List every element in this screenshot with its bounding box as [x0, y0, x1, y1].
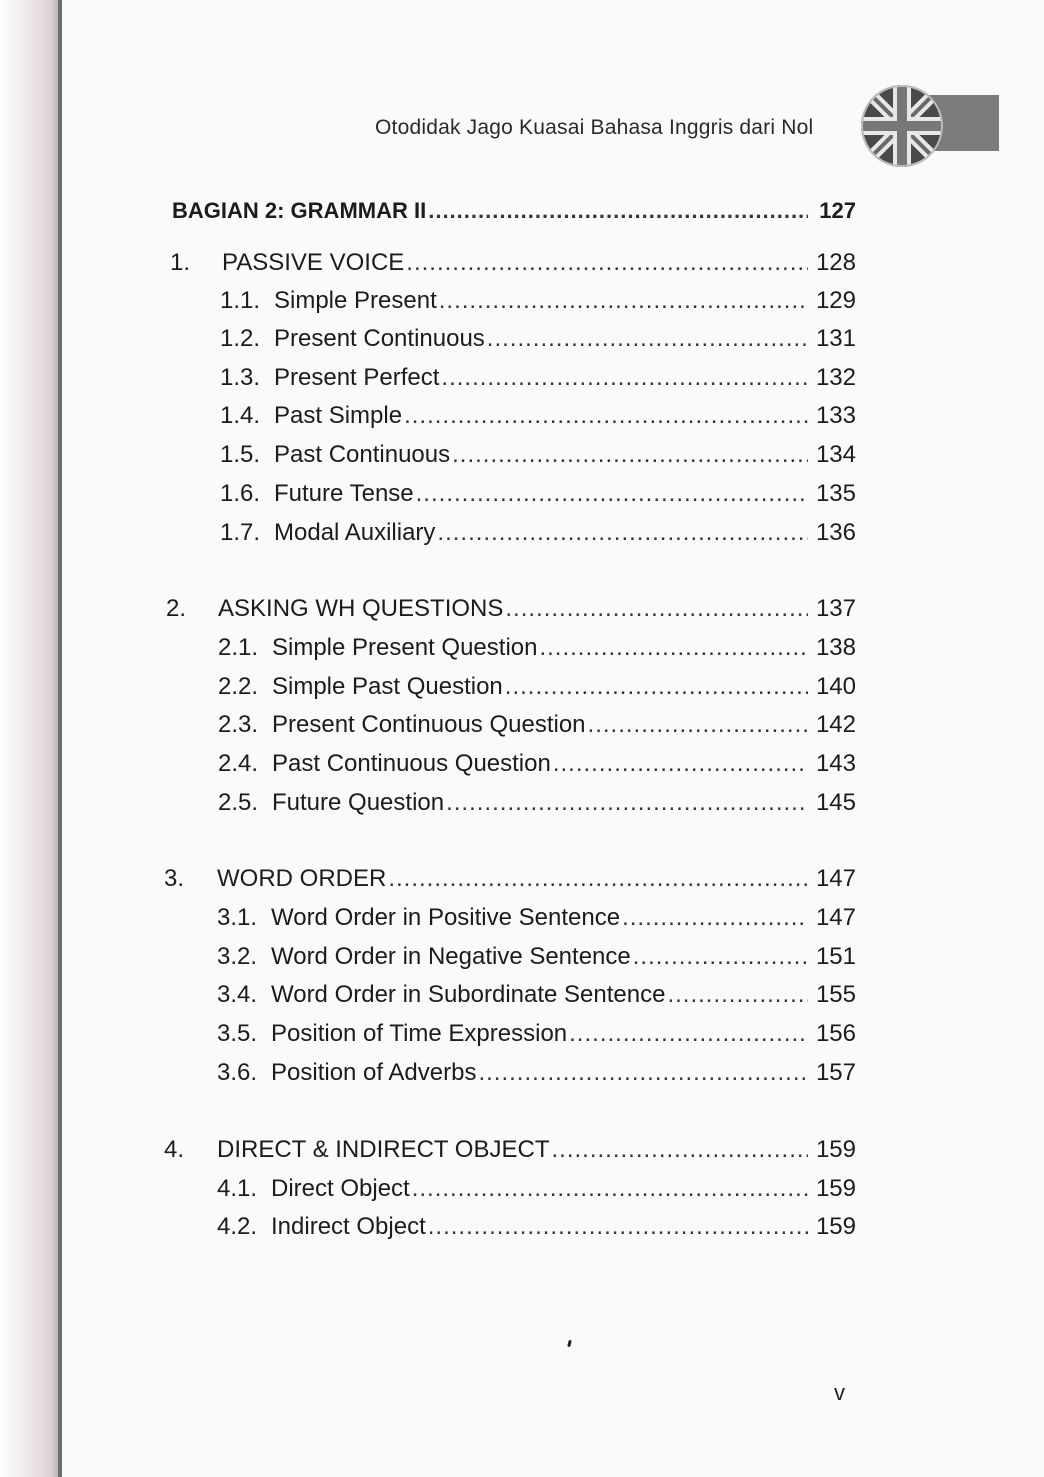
item-page: 145	[815, 789, 856, 816]
chapter-title: DIRECT & INDIRECT OBJECT	[217, 1136, 550, 1163]
item-number: 3.4.	[217, 981, 258, 1008]
toc-item[interactable]	[220, 518, 856, 548]
chapter-number: 1.	[170, 249, 191, 276]
item-number: 1.1.	[220, 287, 261, 314]
item-number: 2.1.	[218, 634, 259, 661]
item-number: 1.2.	[220, 325, 261, 352]
dot-leader	[416, 479, 808, 509]
item-page: 157	[815, 1059, 856, 1086]
item-number: 3.6.	[217, 1059, 258, 1086]
item-title: Present Perfect	[274, 364, 440, 391]
item-number: 4.2.	[217, 1213, 258, 1240]
item-page: 147	[815, 904, 856, 931]
item-title: Present Continuous	[274, 325, 485, 352]
item-title: Past Continuous Question	[272, 750, 551, 777]
toc-item[interactable]	[220, 479, 856, 509]
toc-item[interactable]	[220, 363, 856, 393]
chapter-page: 128	[815, 249, 856, 276]
item-number: 1.4.	[220, 402, 261, 429]
toc-item[interactable]	[218, 710, 856, 740]
toc-chapter-1[interactable]	[170, 248, 856, 278]
dot-leader	[505, 672, 808, 702]
item-title: Future Tense	[274, 480, 414, 507]
dot-leader	[478, 1058, 808, 1088]
chapter-title: WORD ORDER	[217, 865, 387, 892]
book-spine-shadow	[0, 0, 62, 1477]
chapter-number: 4.	[164, 1136, 185, 1163]
item-title: Past Simple	[274, 402, 403, 429]
item-number: 2.4.	[218, 750, 259, 777]
dot-leader	[428, 196, 808, 226]
toc-chapter-4[interactable]	[164, 1135, 856, 1165]
toc-item[interactable]	[218, 788, 856, 818]
chapter-title: PASSIVE VOICE	[222, 249, 405, 276]
item-number: 4.1.	[217, 1175, 258, 1202]
item-number: 2.5.	[218, 789, 259, 816]
dot-leader	[452, 440, 808, 470]
dot-leader	[406, 248, 808, 278]
item-number: 1.6.	[220, 480, 261, 507]
dot-leader	[487, 324, 808, 354]
toc-item[interactable]	[218, 672, 856, 702]
toc-item[interactable]	[220, 440, 856, 470]
toc-item[interactable]	[220, 401, 856, 431]
dot-leader	[404, 401, 808, 431]
item-title: Modal Auxiliary	[274, 519, 436, 546]
toc-item[interactable]	[217, 903, 856, 933]
item-number: 1.3.	[220, 364, 261, 391]
item-title: Simple Present	[274, 287, 437, 314]
item-page: 159	[815, 1213, 856, 1240]
toc-chapter-3[interactable]	[164, 864, 856, 894]
item-page: 151	[815, 943, 856, 970]
part-label: BAGIAN 2: GRAMMAR II	[172, 198, 427, 223]
item-page: 129	[815, 287, 856, 314]
item-page: 140	[815, 673, 856, 700]
item-number: 1.7.	[220, 519, 261, 546]
item-title: Simple Past Question	[272, 673, 503, 700]
item-number: 3.2.	[217, 943, 258, 970]
toc-item[interactable]	[218, 633, 856, 663]
item-title: Position of Time Expression	[271, 1020, 568, 1047]
dot-leader	[551, 1135, 808, 1165]
toc-item[interactable]	[220, 286, 856, 316]
toc-item[interactable]	[217, 1019, 856, 1049]
toc-item[interactable]	[217, 980, 856, 1010]
toc-item[interactable]	[217, 1058, 856, 1088]
item-number: 3.5.	[217, 1020, 258, 1047]
dot-leader	[553, 749, 808, 779]
dot-leader	[539, 633, 808, 663]
part-page: 127	[819, 198, 856, 223]
dot-leader	[388, 864, 808, 894]
item-title: Word Order in Subordinate Sentence	[271, 981, 666, 1008]
item-number: 2.3.	[218, 711, 259, 738]
item-title: Position of Adverbs	[271, 1059, 477, 1086]
item-page: 142	[815, 711, 856, 738]
chapter-number: 3.	[164, 865, 185, 892]
item-page: 143	[815, 750, 856, 777]
toc-item[interactable]	[218, 749, 856, 779]
union-jack-flag-icon	[860, 84, 944, 168]
item-number: 3.1.	[217, 904, 258, 931]
item-page: 155	[815, 981, 856, 1008]
item-page: 159	[815, 1175, 856, 1202]
item-title: Past Continuous	[274, 441, 451, 468]
item-page: 131	[815, 325, 856, 352]
toc-item[interactable]	[217, 942, 856, 972]
toc-item[interactable]	[220, 324, 856, 354]
item-page: 132	[815, 364, 856, 391]
dot-leader	[569, 1019, 808, 1049]
item-number: 1.5.	[220, 441, 261, 468]
item-title: Word Order in Positive Sentence	[271, 904, 621, 931]
dot-leader	[588, 710, 808, 740]
dot-leader	[622, 903, 808, 933]
item-title: Direct Object	[271, 1175, 410, 1202]
dot-leader	[446, 788, 808, 818]
dot-leader	[437, 518, 808, 548]
item-title: Simple Present Question	[272, 634, 538, 661]
chapter-page: 159	[815, 1136, 856, 1163]
item-page: 136	[815, 519, 856, 546]
chapter-page: 137	[815, 595, 856, 622]
item-title: Present Continuous Question	[272, 711, 586, 738]
toc-chapter-2[interactable]	[166, 594, 856, 624]
dot-leader	[428, 1212, 808, 1242]
item-page: 133	[815, 402, 856, 429]
print-speck	[567, 1340, 572, 1348]
item-page: 138	[815, 634, 856, 661]
dot-leader	[439, 286, 808, 316]
page-number: v	[834, 1380, 845, 1405]
item-number: 2.2.	[218, 673, 259, 700]
chapter-page: 147	[815, 865, 856, 892]
item-page: 156	[815, 1020, 856, 1047]
dot-leader	[412, 1174, 808, 1204]
toc-part-heading[interactable]	[172, 196, 856, 226]
toc-item[interactable]	[217, 1212, 856, 1242]
item-title: Word Order in Negative Sentence	[271, 943, 631, 970]
item-page: 135	[815, 480, 856, 507]
item-page: 134	[815, 441, 856, 468]
dot-leader	[667, 980, 808, 1010]
item-title: Future Question	[272, 789, 445, 816]
chapter-number: 2.	[166, 595, 187, 622]
item-title: Indirect Object	[271, 1213, 426, 1240]
dot-leader	[441, 363, 808, 393]
dot-leader	[505, 594, 808, 624]
dot-leader	[633, 942, 808, 972]
chapter-title: ASKING WH QUESTIONS	[218, 595, 504, 622]
toc-item[interactable]	[217, 1174, 856, 1204]
running-header-title: Otodidak Jago Kuasai Bahasa Inggris dari Nol	[375, 116, 814, 139]
